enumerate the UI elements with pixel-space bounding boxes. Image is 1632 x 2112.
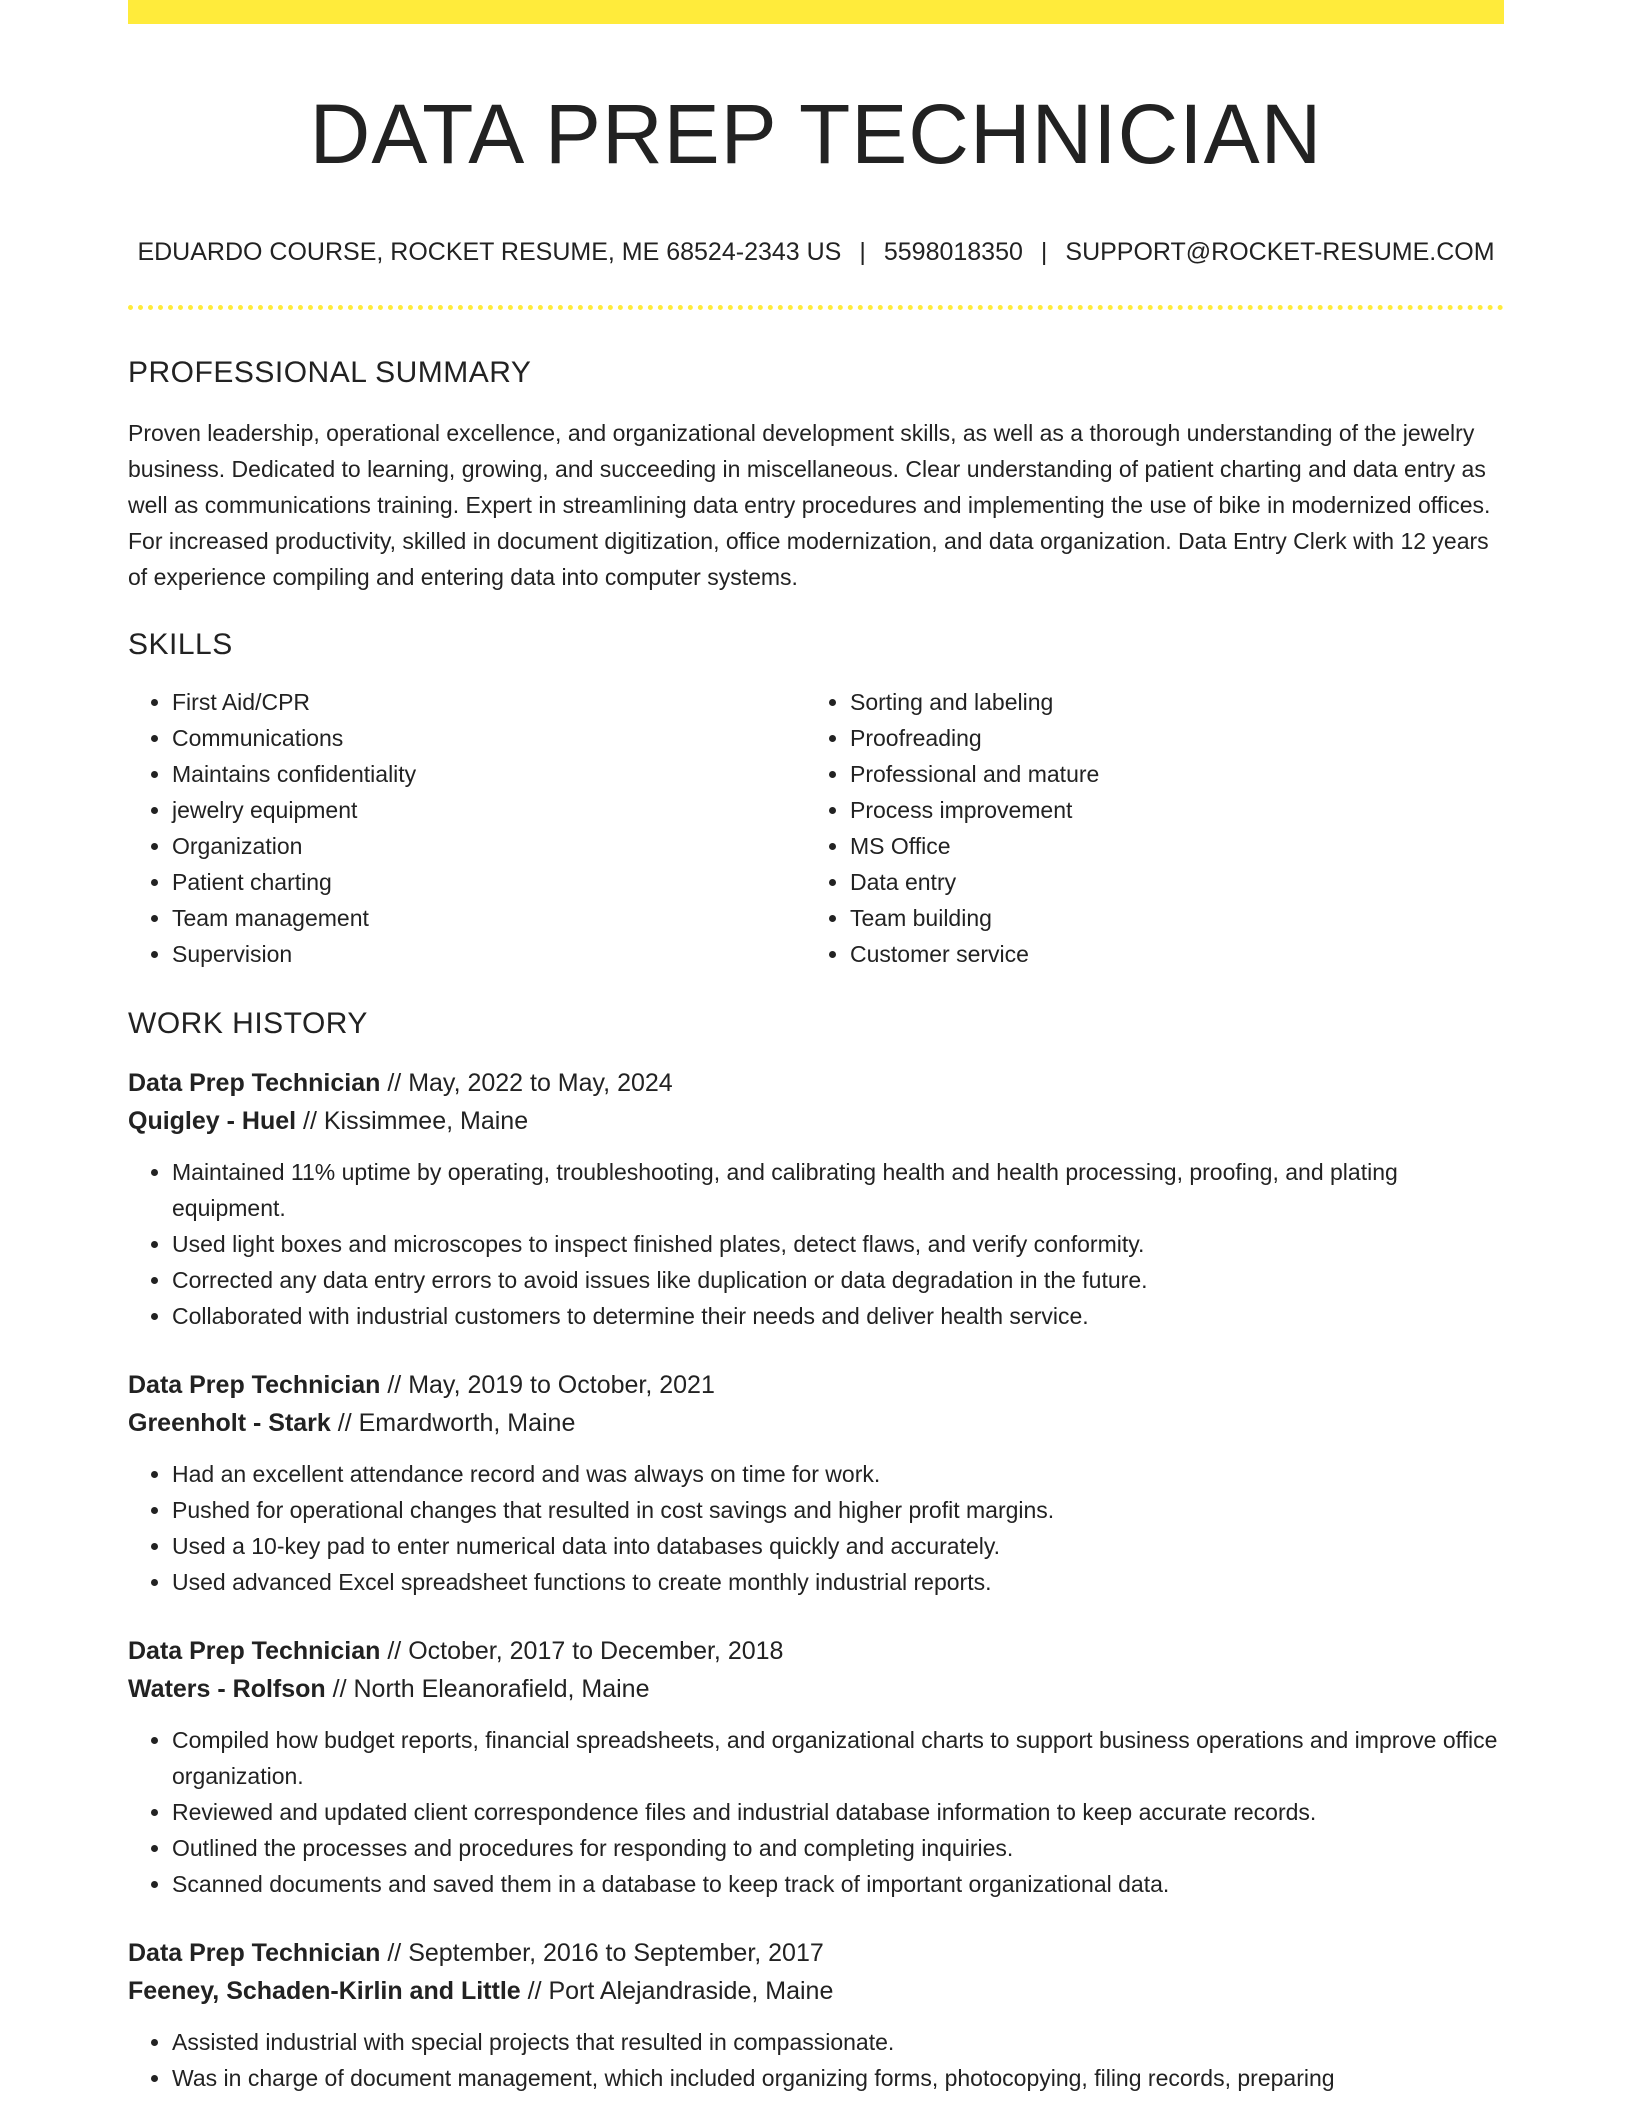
- job-company-line: [128, 1670, 1504, 1708]
- dotted-divider: [128, 305, 1504, 310]
- job-entry: [128, 1632, 1504, 1902]
- skill-item: • Team management: [172, 900, 806, 936]
- skill-item: • Team building: [850, 900, 1484, 936]
- skill-item: • Professional and mature: [850, 756, 1484, 792]
- contact-phone: 5598018350: [883, 237, 1023, 266]
- skill-item: • Communications: [172, 720, 806, 756]
- resume-page: [128, 0, 1504, 2096]
- job-location: // Kissimmee, Maine: [296, 1106, 529, 1135]
- job-title: Data Prep Technician: [128, 1068, 381, 1097]
- job-bullets: [128, 1154, 1504, 1334]
- skill-item: • Customer service: [850, 936, 1484, 972]
- job-bullet: • Had an excellent attendance record and was always on time for work.: [172, 1456, 1504, 1492]
- skills-columns: [128, 684, 1504, 972]
- job-dates: // May, 2022 to May, 2024: [380, 1068, 673, 1097]
- job-company-line: [128, 1972, 1504, 2010]
- skills-list-right: [806, 684, 1484, 972]
- skill-item: • Organization: [172, 828, 806, 864]
- skill-item: • Data entry: [850, 864, 1484, 900]
- job-bullet: • Pushed for operational changes that resulted in cost savings and higher profit margins.: [172, 1492, 1504, 1528]
- job-company: Greenholt - Stark: [128, 1408, 331, 1437]
- job-location: // Port Alejandraside, Maine: [520, 1976, 834, 2005]
- job-bullets: [128, 1722, 1504, 1902]
- job-company-line: [128, 1102, 1504, 1140]
- skill-item: • Process improvement: [850, 792, 1484, 828]
- skill-item: • jewelry equipment: [172, 792, 806, 828]
- job-bullet: • Assisted industrial with special projects that resulted in compassionate.: [172, 2024, 1504, 2060]
- skill-item: • Supervision: [172, 936, 806, 972]
- job-bullet: • Used a 10-key pad to enter numerical data into databases quickly and accurately.: [172, 1528, 1504, 1564]
- job-title-line: [128, 1064, 1504, 1102]
- job-dates: // September, 2016 to September, 2017: [380, 1938, 824, 1967]
- job-bullet: • Maintained 11% uptime by operating, troubleshooting, and calibrating health and health processing, proofing, and plating equipment.: [172, 1154, 1504, 1226]
- job-dates: // May, 2019 to October, 2021: [380, 1370, 715, 1399]
- job-bullets: [128, 2024, 1504, 2096]
- job-entry: [128, 1366, 1504, 1600]
- skill-item: • Sorting and labeling: [850, 684, 1484, 720]
- job-title: Data Prep Technician: [128, 1636, 381, 1665]
- job-company: Waters - Rolfson: [128, 1674, 326, 1703]
- resume-name: DATA PREP TECHNICIAN: [309, 87, 1323, 181]
- summary-text: Proven leadership, operational excellence, and organizational development skills, as well as a thorough understanding of the jewelry business. Dedicated to learning, growing, and succeeding in miscellaneous. Clear understanding of patient charting and data entry as well as communications training. Expert in streamlining data entry procedures and implementing the use of bike in modernized offices. For increased productivity, skilled in document digitization, office modernization, and data organization. Data Entry Clerk with 12 years of experience compiling and entering data into computer systems.: [128, 419, 1491, 590]
- contact-address: EDUARDO COURSE, ROCKET RESUME, ME 68524-2343 US: [137, 237, 842, 266]
- job-bullet: • Outlined the processes and procedures for responding to and completing inquiries.: [172, 1830, 1504, 1866]
- job-bullet: • Collaborated with industrial customers to determine their needs and deliver health service.: [172, 1298, 1504, 1334]
- job-bullet: • Compiled how budget reports, financial spreadsheets, and organizational charts to support business operations and improve office organization.: [172, 1722, 1504, 1794]
- job-title: Data Prep Technician: [128, 1370, 381, 1399]
- job-bullet: • Used light boxes and microscopes to inspect finished plates, detect flaws, and verify conformity.: [172, 1226, 1504, 1262]
- job-location: // North Eleanorafield, Maine: [325, 1674, 650, 1703]
- job-bullet: • Scanned documents and saved them in a database to keep track of important organizational data.: [172, 1866, 1504, 1902]
- job-title-line: [128, 1934, 1504, 1972]
- skill-item: • MS Office: [850, 828, 1484, 864]
- work-history-heading: WORK HISTORY: [128, 1006, 368, 1040]
- job-bullet: • Corrected any data entry errors to avoid issues like duplication or data degradation in the future.: [172, 1262, 1504, 1298]
- job-bullet: • Was in charge of document management, which included organizing forms, photocopying, filing records, preparing: [172, 2060, 1504, 2096]
- contact-separator: |: [859, 237, 866, 266]
- skills-list-left: [128, 684, 806, 972]
- job-bullet: • Reviewed and updated client correspondence files and industrial database information to keep accurate records.: [172, 1794, 1504, 1830]
- job-bullet: • Used advanced Excel spreadsheet functions to create monthly industrial reports.: [172, 1564, 1504, 1600]
- skills-heading: SKILLS: [128, 627, 233, 661]
- skill-item: • Patient charting: [172, 864, 806, 900]
- job-bullets: [128, 1456, 1504, 1600]
- job-entry: [128, 1064, 1504, 1334]
- job-company: Quigley - Huel: [128, 1106, 297, 1135]
- contact-line: [128, 237, 1504, 267]
- skill-item: • Proofreading: [850, 720, 1484, 756]
- job-title-line: [128, 1632, 1504, 1670]
- job-title: Data Prep Technician: [128, 1938, 381, 1967]
- summary-heading: PROFESSIONAL SUMMARY: [128, 355, 532, 389]
- job-location: // Emardworth, Maine: [330, 1408, 576, 1437]
- job-dates: // October, 2017 to December, 2018: [380, 1636, 784, 1665]
- skill-item: • First Aid/CPR: [172, 684, 806, 720]
- job-company: Feeney, Schaden-Kirlin and Little: [128, 1976, 521, 2005]
- contact-email: SUPPORT@ROCKET-RESUME.COM: [1065, 237, 1495, 266]
- skill-item: • Maintains confidentiality: [172, 756, 806, 792]
- job-entry: [128, 1934, 1504, 2096]
- contact-separator: |: [1040, 237, 1048, 266]
- accent-top-bar: [128, 0, 1504, 24]
- job-title-line: [128, 1366, 1504, 1404]
- job-company-line: [128, 1404, 1504, 1442]
